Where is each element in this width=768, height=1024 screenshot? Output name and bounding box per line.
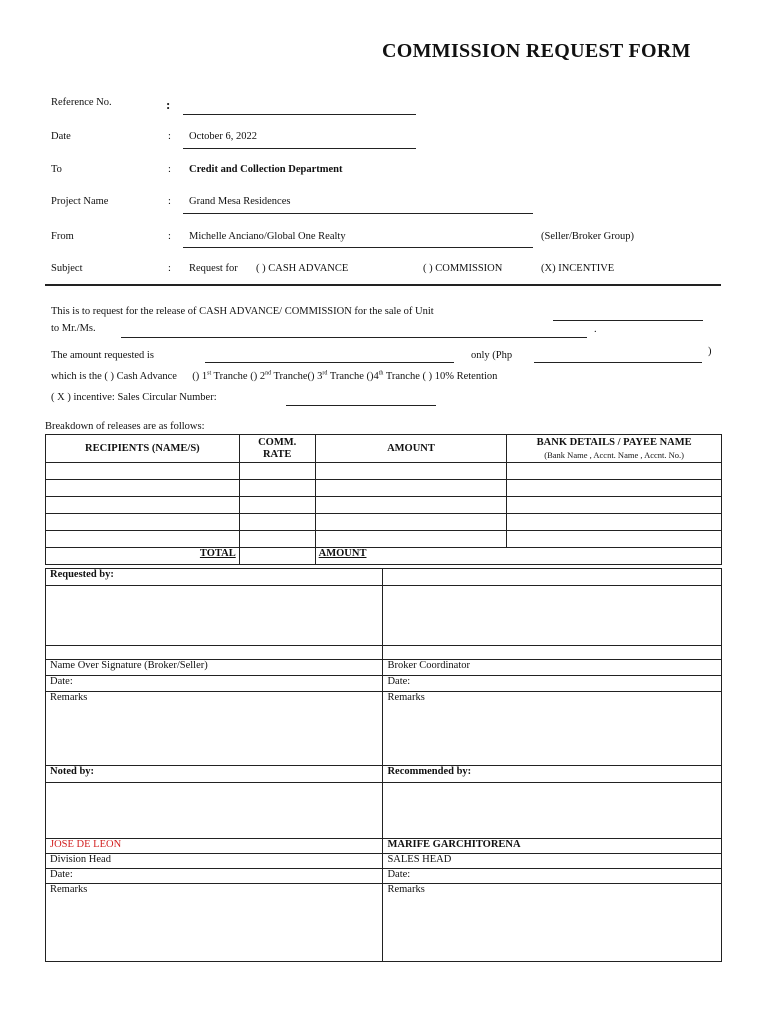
date-label: Date (51, 131, 71, 142)
body-line-2-end: . (594, 324, 597, 335)
col-recipients: RECIPIENTS (NAME/S) (46, 435, 240, 463)
bank-cell[interactable] (507, 463, 722, 480)
coordinator-signature-box[interactable] (383, 586, 722, 646)
bank-cell[interactable] (507, 480, 722, 497)
noted-title: Division Head (46, 854, 383, 869)
bank-cell[interactable] (507, 531, 722, 548)
total-rate-cell[interactable] (239, 548, 315, 565)
rate-cell[interactable] (239, 497, 315, 514)
from-suffix: (Seller/Broker Group) (541, 231, 635, 242)
project-label: Project Name (51, 196, 109, 207)
tranche-options[interactable]: () 1st Tranche () 2nd Tranche() 3rd Tranche ()4th Tranche ( ) 10% Retention (192, 370, 498, 382)
reference-field[interactable] (183, 114, 416, 115)
subject-label: Subject (51, 263, 83, 274)
body-line-3a: The amount requested is (51, 350, 154, 361)
breakdown-label: Breakdown of releases are as follows: (45, 421, 205, 432)
body-line-1: This is to request for the release of CASH ADVANCE/ COMMISSION for the sale of Unit (51, 306, 434, 317)
table-row (46, 463, 722, 480)
requester-remarks-field[interactable]: Remarks (46, 692, 383, 766)
noted-remarks-field[interactable]: Remarks (46, 884, 383, 962)
amount-php-field[interactable] (534, 362, 702, 363)
date-underline (183, 148, 416, 149)
bank-cell[interactable] (507, 497, 722, 514)
broker-coordinator-label: Broker Coordinator (383, 660, 722, 676)
signature-table (45, 568, 722, 962)
project-colon: : (168, 196, 171, 207)
reference-label: Reference No. (51, 97, 112, 108)
subject-colon: : (168, 263, 171, 274)
col-amount: AMOUNT (315, 435, 507, 463)
breakdown-table (45, 434, 722, 565)
recipient-cell[interactable] (46, 497, 240, 514)
subject-value: Request for (189, 263, 238, 274)
noted-signature-box[interactable] (46, 783, 383, 839)
coordinator-date-field[interactable]: Date: (383, 676, 722, 692)
to-value[interactable]: Credit and Collection Department (189, 164, 343, 175)
coordinator-name-field[interactable] (383, 646, 722, 660)
recommended-name: MARIFE GARCHITORENA (383, 839, 722, 854)
buyer-name-field[interactable] (121, 337, 587, 338)
bank-details-title: BANK DETAILS / PAYEE NAME (536, 436, 692, 448)
from-label: From (51, 231, 74, 242)
project-value[interactable]: Grand Mesa Residences (189, 196, 291, 207)
total-amount-label: AMOUNT (318, 548, 367, 559)
header-divider (45, 284, 721, 286)
to-colon: : (168, 164, 171, 175)
body-line-4 (51, 371, 497, 382)
bank-details-subtitle: (Bank Name , Accnt. Name , Accnt. No.) (544, 449, 685, 460)
amount-cell[interactable] (315, 463, 507, 480)
amount-cell[interactable] (315, 497, 507, 514)
rate-cell[interactable] (239, 531, 315, 548)
requester-name-field[interactable] (46, 646, 383, 660)
total-label: TOTAL (199, 548, 236, 559)
form-title: COMMISSION REQUEST FORM (382, 40, 691, 62)
noted-by-label: Noted by: (46, 766, 383, 783)
recipient-cell[interactable] (46, 463, 240, 480)
table-row (46, 497, 722, 514)
amount-words-field[interactable] (205, 362, 454, 363)
to-label: To (51, 164, 62, 175)
recipient-cell[interactable] (46, 514, 240, 531)
option-cash-advance[interactable]: ( ) CASH ADVANCE (256, 263, 349, 274)
amount-cell[interactable] (315, 531, 507, 548)
body-line-2: to Mr./Ms. (51, 323, 96, 334)
col-bank-details (507, 435, 722, 463)
noted-date-field[interactable]: Date: (46, 869, 383, 884)
total-row (46, 548, 722, 565)
recommended-remarks-field[interactable]: Remarks (383, 884, 722, 962)
col-comm-rate: COMM. RATE (239, 435, 315, 463)
recommended-date-field[interactable]: Date: (383, 869, 722, 884)
incentive-line: ( X ) incentive: Sales Circular Number: (51, 392, 217, 403)
date-value[interactable]: October 6, 2022 (189, 131, 257, 142)
from-value[interactable]: Michelle Anciano/Global One Realty (189, 231, 346, 242)
bank-cell[interactable] (507, 514, 722, 531)
reference-colon: : (166, 97, 171, 112)
recipient-cell[interactable] (46, 531, 240, 548)
recipient-cell[interactable] (46, 480, 240, 497)
requester-date-field[interactable]: Date: (46, 676, 383, 692)
body-line-3c: ) (708, 346, 712, 357)
sales-circular-field[interactable] (286, 405, 436, 406)
requester-signature-box[interactable] (46, 586, 383, 646)
rate-cell[interactable] (239, 480, 315, 497)
rate-cell[interactable] (239, 463, 315, 480)
project-underline (183, 213, 533, 214)
option-commission[interactable]: ( ) COMMISSION (423, 263, 503, 274)
table-row (46, 480, 722, 497)
table-row (46, 514, 722, 531)
requested-by-right-header (383, 569, 722, 586)
table-row (46, 531, 722, 548)
recommended-signature-box[interactable] (383, 783, 722, 839)
body-line-3b: only (Php (471, 350, 513, 361)
recommended-title: SALES HEAD (383, 854, 722, 869)
from-underline (183, 247, 533, 248)
requested-by-label: Requested by: (46, 569, 383, 586)
amount-cell[interactable] (315, 480, 507, 497)
unit-field[interactable] (553, 320, 703, 321)
date-colon: : (168, 131, 171, 142)
cash-advance-option[interactable]: which is the ( ) Cash Advance (51, 371, 177, 382)
option-incentive[interactable]: (X) INCENTIVE (541, 263, 615, 274)
recommended-by-label: Recommended by: (383, 766, 722, 783)
coordinator-remarks-field[interactable]: Remarks (383, 692, 722, 766)
rate-cell[interactable] (239, 514, 315, 531)
noted-name: JOSE DE LEON (46, 839, 383, 854)
amount-cell[interactable] (315, 514, 507, 531)
name-over-signature-label: Name Over Signature (Broker/Seller) (46, 660, 383, 676)
from-colon: : (168, 231, 171, 242)
